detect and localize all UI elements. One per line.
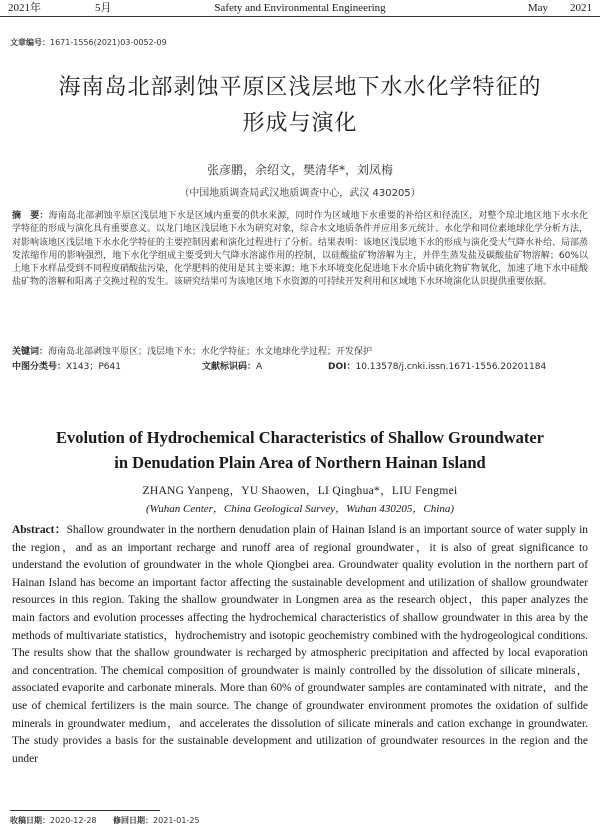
document-code-value: A [256,362,263,372]
chinese-abstract [12,210,588,290]
chinese-affiliation: （中国地质调查局武汉地质调查中心，武汉 430205） [179,188,421,199]
article-id-value: 1671-1556(2021)03-0052-09 [50,38,167,47]
received-label: 收稿日期： [10,816,50,825]
chinese-authors: 张彦鹏，余绍文，樊清华*，刘凤梅 [206,163,393,177]
chinese-abstract-text: 海南岛北部剥蚀平原区浅层地下水是区域内重要的供水来源，同时作为区域地下水重要的补给区和径流区，对整个琼北地区地下水水化学特征的形成与演化具有重要意义。以龙门地区浅层地下水为研究对象，综合水文地质条件并应用多元统计、水化学和同位素地球化学分析方法，对影响该地区浅层地下水水化学特征的主要控制因素和演化过程进行了分析。结果表明：该地区浅层地下水的形成与演化受大气降水补给、局部蒸发浓缩作用的影响强烈，地下水化学组成主要受到大气降水溶滤作用的控制，以硅酸盐矿物溶解为主，并伴生蒸发盐及碳酸盐矿物溶解；60%以上地下水样品受到不同程度硝酸盐污染，化学肥料的使用是其主要来源；地下水环境变化促进地下水介质中硫化物矿物氧化，加速了地下水中硅酸盐矿物的溶解和阳离子交换过程的发生。该研究结果可为该地区地下水资源的可持续开发利用和区域地下水环境演化认识提供重要依据。 [12,211,588,288]
header-month: 5月 [95,2,112,14]
header-journal-name: Safety and Environmental Engineering [214,2,386,14]
header-year: 2021年 [8,2,41,14]
english-affiliation: (Wuhan Center，China Geological Survey，Wuhan 430205，China) [146,503,454,515]
article-id-label: 文章编号： [10,38,50,47]
english-title-line-2: in Denudation Plain Area of Northern Hainan Island [114,453,486,472]
header-year-en: 2021 [570,2,592,14]
english-title [0,425,600,475]
clc-label: 中图分类号： [12,362,67,372]
revised-date: 2021-01-25 [153,816,200,825]
clc-value: X143；P641 [66,362,121,372]
doi-label: DOI： [328,362,356,372]
doi [328,361,546,373]
english-abstract-label: Abstract： [12,524,67,536]
chinese-keywords [12,346,588,358]
chinese-title-line-2: 形成与演化 [242,111,358,136]
english-authors: ZHANG Yanpeng，YU Shaowen，LI Qinghua*，LIU Fengmei [142,485,458,497]
chinese-title-line-1: 海南岛北部剥蚀平原区浅层地下水水化学特征的 [58,75,542,100]
document-code [202,361,262,373]
doi-value: 10.13578/j.cnki.issn.1671-1556.20201184 [355,362,547,372]
header-month-en: May [527,2,548,14]
running-header [0,0,600,17]
chinese-keywords-text: 海南岛北部剥蚀平原区；浅层地下水；水化学特征；水文地球化学过程；开发保护 [48,347,373,357]
footnote-dates [10,816,200,826]
received-date: 2020-12-28 [50,816,97,825]
chinese-keywords-label: 关键词： [12,347,49,357]
english-title-line-1: Evolution of Hydrochemical Characteristics of Shallow Groundwater [56,428,544,447]
document-code-label: 文献标识码： [202,362,257,372]
article-id [10,38,167,48]
english-abstract [12,522,588,768]
chinese-abstract-label: 摘 要： [12,211,49,221]
chinese-title [0,70,600,142]
footnote-divider [10,810,160,811]
clc-number [12,361,121,373]
revised-label: 修回日期： [113,816,154,825]
english-abstract-text: Shallow groundwater in the northern denudation plain of Hainan Island is an important source of water supply in the region，and as an important recharge and runoff area of regional groundwater，it is also of great significance to understand the evolution of groundwater in the whole Qiongbei area. Groundwater quality evolution in the northern part of Hainan Island has become an important factor affecting the sustainable development and utilization of shallow groundwater resources in this region. Taking the shallow groundwater in Longmen area as the research object，this paper analyzes the main factors and evolution processes affecting the hydrochemical characteristics of shallow groundwater in this area by the methods of multivariate statistics，hydrochemistry and isotopic geochemistry combined with the hydrogeological conditions. The results show that the shallow groundwater is recharged by atmospheric precipitation and affected by local evaporation and concentration. The chemical composition of groundwater is mainly controlled by the dissolution of silicate minerals，associated evaporite and carbonate minerals. More than 60% of groundwater samples are contaminated with nitrate，and the use of chemical fertilizers is the main source. The change of groundwater environment promotes the oxidation of sulfide minerals in groundwater medium，and accelerates the dissolution of silicate minerals and cation exchange in groundwater. The study provides a basis for the sustainable development and utilization of groundwater resources in the region and the under [12,524,588,765]
